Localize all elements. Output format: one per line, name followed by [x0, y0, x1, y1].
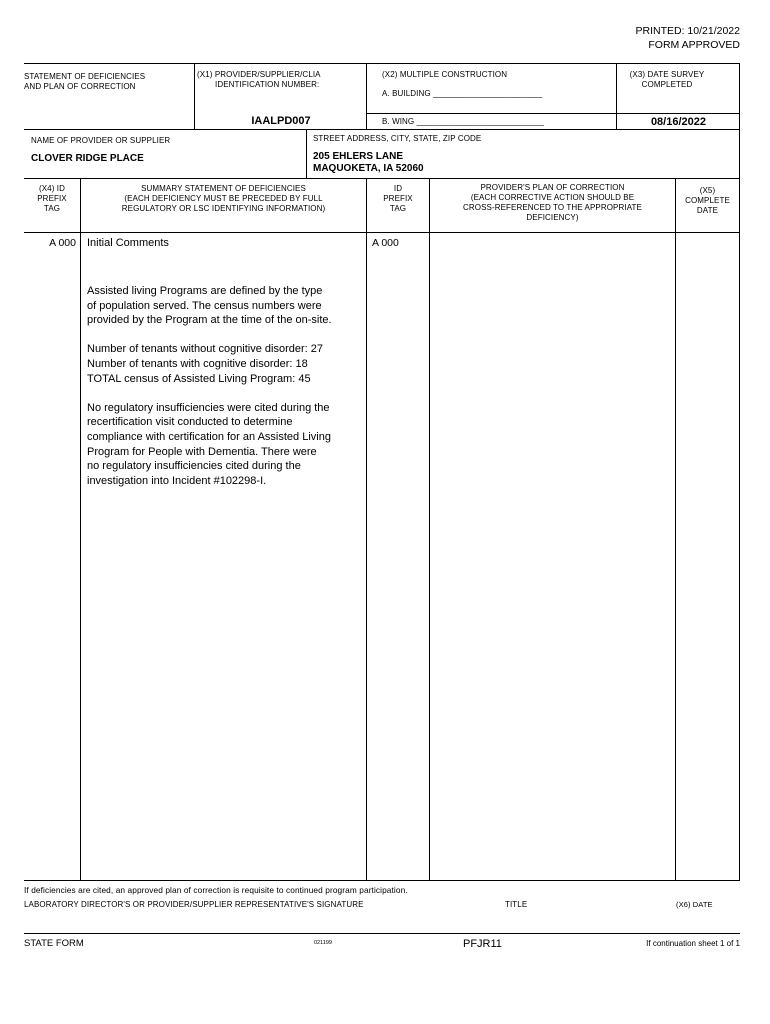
x5-header-line: DATE [696, 206, 719, 215]
survey-date: 08/16/2022 [650, 116, 706, 128]
event-id: PFJR11 [463, 938, 502, 950]
id-header-line: ID [393, 184, 403, 193]
text-line: TOTAL census of Assisted Living Program: 45 [87, 372, 311, 385]
title-label: TITLE [505, 900, 528, 909]
provider-bottom-line [24, 178, 740, 179]
text-line: of population served. The census numbers were [87, 299, 322, 312]
form-number: 021199 [314, 940, 332, 946]
x5-header [676, 186, 739, 216]
statement-label-line1: STATEMENT OF DEFICIENCIES [24, 72, 146, 81]
paragraph-findings [87, 401, 363, 489]
text-line: compliance with certification for an Assisted Living [87, 430, 331, 443]
id-header [367, 184, 429, 214]
id-header-line: TAG [389, 204, 407, 213]
form-approved-label: FORM APPROVED [648, 39, 740, 51]
x3-label [617, 70, 717, 90]
sep-plan [675, 178, 676, 880]
address-label: STREET ADDRESS, CITY, STATE, ZIP CODE [313, 134, 482, 143]
x1-label [197, 70, 365, 90]
col-header-bottom-line [24, 232, 740, 233]
frame-bottom-line [24, 880, 740, 881]
provider-address [313, 151, 424, 175]
text-line: Number of tenants without cognitive disorder: 27 [87, 343, 324, 356]
building-field: A. BUILDING ________________________ [382, 89, 543, 98]
x3-divider [617, 113, 740, 114]
signature-label: LABORATORY DIRECTOR'S OR PROVIDER/SUPPLIER REPRESENTATIVE'S SIGNATURE [24, 900, 364, 909]
frame-top-line [24, 63, 740, 64]
text-line: Assisted living Programs are defined by the type [87, 285, 323, 297]
sep-id [429, 178, 430, 880]
x4-header-line: TAG [43, 204, 61, 213]
x4-header-line: PREFIX [37, 194, 67, 203]
plan-header [430, 183, 675, 223]
plan-header-line: (EACH CORRECTIVE ACTION SHOULD BE [470, 193, 635, 202]
summary-header-line: REGULATORY OR LSC IDENTIFYING INFORMATION) [121, 204, 326, 213]
plan-header-line: CROSS-REFERENCED TO THE APPROPRIATE [463, 203, 642, 212]
prefix-tag: A 000 [49, 237, 76, 249]
text-line: recertification visit conducted to determine [87, 416, 293, 429]
sep-x4 [80, 178, 81, 880]
text-line: provided by the Program at the time of the on-site. [87, 314, 332, 327]
deficiency-notice: If deficiencies are cited, an approved plan of correction is requisite to continued program participation. [24, 885, 408, 895]
summary-text [87, 284, 363, 488]
top-block-bottom-line [24, 129, 740, 130]
x5-header-line: (X5) [699, 186, 716, 195]
x5-header-line: COMPLETE [685, 196, 730, 205]
x4-header [24, 184, 80, 214]
id-tag: A 000 [372, 237, 399, 249]
x2-divider [366, 113, 616, 114]
frame-right-line [739, 63, 740, 881]
address-line1: 205 EHLERS LANE [313, 151, 404, 162]
state-form-label: STATE FORM [24, 938, 84, 949]
summary-header-line: SUMMARY STATEMENT OF DEFICIENCIES [141, 184, 306, 193]
id-header-line: PREFIX [383, 194, 413, 203]
x3-label-line2: COMPLETED [641, 80, 693, 89]
address-line2: MAQUOKETA, IA 52060 [313, 163, 424, 174]
text-line: no regulatory insufficiencies cited during the [87, 460, 301, 473]
x1-label-line1: (X1) PROVIDER/SUPPLIER/CLIA [197, 70, 321, 79]
provider-id-number: IAALPD007 [251, 115, 311, 127]
provider-name-label: NAME OF PROVIDER OR SUPPLIER [31, 136, 171, 145]
paragraph-census-numbers [87, 342, 363, 386]
text-line: Number of tenants with cognitive disorder: 18 [87, 357, 308, 370]
x1-label-line2: IDENTIFICATION NUMBER: [215, 80, 320, 89]
summary-header [81, 184, 366, 214]
provider-name: CLOVER RIDGE PLACE [31, 153, 144, 164]
wing-field: B. WING ____________________________ [382, 117, 544, 126]
paragraph-census-definition [87, 284, 363, 328]
statement-label [24, 72, 145, 92]
sep-summary [366, 178, 367, 880]
sep-provider [306, 129, 307, 178]
signature-line [24, 933, 740, 934]
x6-date-label: (X6) DATE [676, 900, 713, 909]
x2-label: (X2) MULTIPLE CONSTRUCTION [382, 70, 508, 79]
printed-date: PRINTED: 10/21/2022 [635, 25, 740, 37]
summary-header-line: (EACH DEFICIENCY MUST BE PRECEDED BY FULL [124, 194, 323, 203]
row-heading: Initial Comments [87, 237, 169, 249]
continuation-sheet: If continuation sheet 1 of 1 [646, 939, 740, 948]
text-line: Program for People with Dementia. There were [87, 445, 317, 458]
text-line: investigation into Incident #102298-I. [87, 474, 267, 487]
plan-header-line: DEFICIENCY) [526, 213, 579, 222]
statement-label-line2: AND PLAN OF CORRECTION [24, 82, 136, 91]
x4-header-line: (X4) ID [38, 184, 66, 193]
plan-header-line: PROVIDER'S PLAN OF CORRECTION [480, 183, 625, 192]
text-line: No regulatory insufficiencies were cited during the [87, 401, 330, 414]
x3-label-line1: (X3) DATE SURVEY [629, 70, 705, 79]
